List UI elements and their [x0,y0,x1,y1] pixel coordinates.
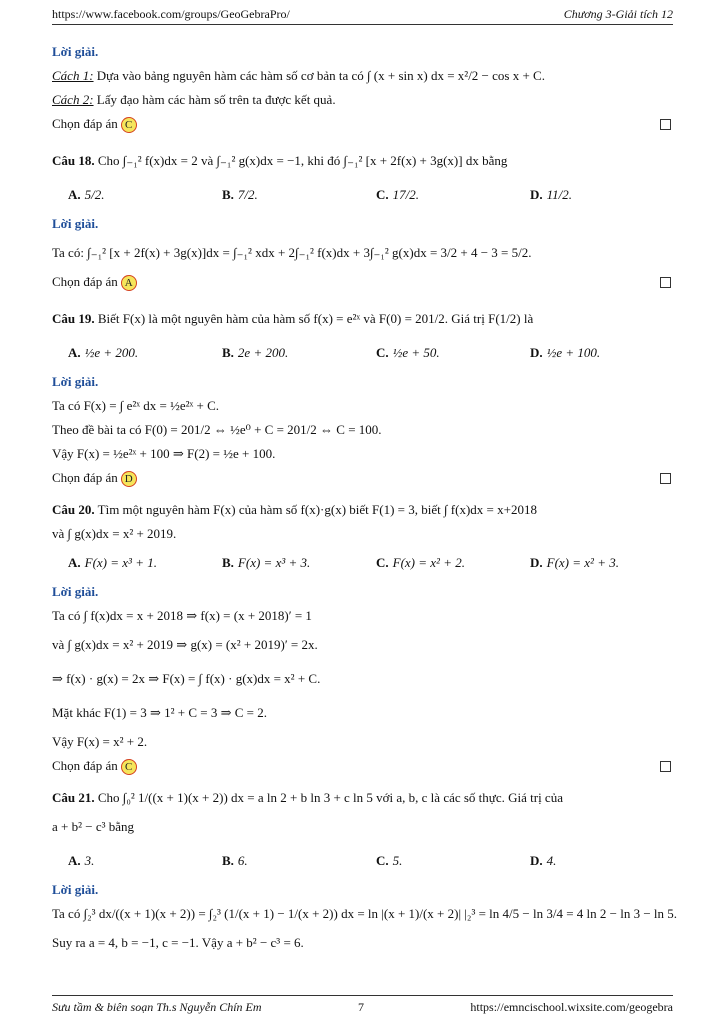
question-line [52,144,673,178]
option-value: ½e + 200. [84,345,139,360]
math-text: ⇒ f(x) · g(x) = 2x ⇒ F(x) = ∫ f(x) · g(x)dx = x² + C. [52,671,321,686]
math-line [52,522,673,546]
question-text: Tìm một nguyên hàm F(x) của hàm số f(x)·g(x) biết F(1) = 3, biết ∫ f(x)dx = x+2018 [97,502,537,517]
option-value: 6. [237,853,248,868]
option-b [222,336,288,370]
math-text: a + b² − c³ bằng [52,819,135,834]
page-number: 7 [358,1000,364,1014]
math-line [52,418,673,442]
math-text: Suy ra a = 4, b = −1, c = −1. Vậy a + b² − c³ = 6. [52,935,304,950]
method-line [52,88,673,112]
answer-options [52,336,673,370]
option-key: B. [222,555,234,570]
block-gap [52,294,673,302]
page-footer [52,995,673,1016]
option-key: A. [68,853,81,868]
solution-heading [52,212,673,236]
option-c [376,336,440,370]
option-key: B. [222,345,234,360]
solution-label: Lời giải. [52,882,99,897]
question-text: Cho ∫₋₁² f(x)dx = 2 và ∫₋₁² g(x)dx = −1, khi đó ∫₋₁² [x + 2f(x) + 3g(x)] dx bằng [97,153,508,168]
solution-label: Lời giải. [52,584,99,599]
question-text: Biết F(x) là một nguyên hàm của hàm số f(x) = e²ˣ và F(0) = 201/2. Giá trị F(1/2) là [97,311,534,326]
question-number: Câu 20. [52,502,95,517]
method-label: Cách 2: [52,92,94,107]
option-value: ½e + 100. [546,345,601,360]
option-value: 17/2. [392,187,420,202]
option-value: F(x) = x² + 2. [392,555,465,570]
answer-line [52,466,673,490]
answer-options [52,178,673,212]
question-number: Câu 18. [52,153,95,168]
option-value: 11/2. [546,187,573,202]
math-line [52,662,673,696]
math-line [52,394,673,418]
option-c [376,178,419,212]
math-text: Mặt khác F(1) = 3 ⇒ 1² + C = 3 ⇒ C = 2. [52,705,267,720]
math-line [52,926,673,960]
math-line [52,810,673,844]
math-text: và ∫ g(x)dx = x² + 2019. [52,526,177,541]
option-value: ½e + 50. [392,345,440,360]
solution-heading [52,370,673,394]
option-key: C. [376,187,389,202]
math-text: Ta có ∫ f(x)dx = x + 2018 ⇒ f(x) = (x + 2018)′ = 1 [52,608,312,623]
footer-author: Sưu tầm & biên soạn Th.s Nguyễn Chín Em [52,1000,262,1014]
math-text: Ta có F(x) = ∫ e²ˣ dx = ½e²ˣ + C. [52,398,220,413]
math-text: Ta có: ∫₋₁² [x + 2f(x) + 3g(x)]dx = ∫₋₁² xdx + 2∫₋₁² f(x)dx + 3∫₋₁² g(x)dx = 3/2 + 4 − 3 = 5/2. [52,245,532,260]
solution-heading [52,580,673,604]
option-key: B. [222,187,234,202]
end-proof-square-icon [660,761,671,772]
math-line [52,902,678,926]
math-line [52,628,673,662]
option-value: 2e + 200. [237,345,289,360]
method-line [52,64,673,88]
option-c [376,546,465,580]
option-a [68,336,138,370]
option-value: 5. [392,853,403,868]
question-number: Câu 21. [52,790,95,805]
option-key: D. [530,187,543,202]
option-d [530,336,600,370]
header-chapter: Chương 3-Giải tích 12 [563,7,673,21]
option-key: D. [530,555,543,570]
option-d [530,844,556,878]
block-gap [52,136,673,144]
question-text: Cho ∫₀² 1/((x + 1)(x + 2)) dx = a ln 2 + b ln 3 + c ln 5 với a, b, c là các số thực. Giá trị của [97,790,563,805]
option-d [530,546,619,580]
question-number: Câu 19. [52,311,95,326]
page-header [52,6,673,25]
option-b [222,844,248,878]
answer-text: Chọn đáp án [52,470,118,485]
option-key: B. [222,853,234,868]
option-key: C. [376,345,389,360]
answer-letter-badge: A [121,275,137,291]
answer-text: Chọn đáp án [52,758,118,773]
end-proof-square-icon [660,277,671,288]
option-b [222,546,310,580]
method-text: Dựa vào bảng nguyên hàm các hàm số cơ bản ta có ∫ (x + sin x) dx = x²/2 − cos x + C. [93,68,545,83]
math-text: và ∫ g(x)dx = x² + 2019 ⇒ g(x) = (x² + 2019)′ = 2x. [52,637,318,652]
math-line [52,442,673,466]
option-a [68,844,94,878]
option-value: F(x) = x² + 3. [546,555,619,570]
option-key: A. [68,345,81,360]
answer-line [52,270,673,294]
answer-line [52,754,673,778]
block-gap [52,778,673,786]
option-value: 4. [546,853,557,868]
answer-letter-badge: C [121,759,137,775]
question-line [52,302,673,336]
solution-label: Lời giải. [52,216,99,231]
math-line [52,604,673,628]
option-key: C. [376,853,389,868]
option-key: D. [530,853,543,868]
option-key: C. [376,555,389,570]
option-a [68,546,157,580]
answer-text: Chọn đáp án [52,274,118,289]
page-content [52,40,678,960]
option-value: F(x) = x³ + 1. [84,555,157,570]
option-a [68,178,105,212]
math-line [52,696,673,730]
option-d [530,178,572,212]
question-line [52,498,673,522]
math-text: Theo đề bài ta có F(0) = 201/2 ⇔ ½e⁰ + C = 201/2 ⇔ C = 100. [52,422,382,437]
block-gap [52,490,673,498]
answer-letter-badge: D [121,471,137,487]
option-key: A. [68,555,81,570]
option-value: F(x) = x³ + 3. [237,555,311,570]
method-label: Cách 1: [52,68,94,83]
answer-options [52,844,673,878]
solution-label: Lời giải. [52,44,99,59]
end-proof-square-icon [660,473,671,484]
method-text: Lấy đạo hàm các hàm số trên ta được kết quả. [93,92,336,107]
question-line [52,786,673,810]
option-c [376,844,402,878]
solution-heading [52,878,673,902]
math-text: Vậy F(x) = ½e²ˣ + 100 ⇒ F(2) = ½e + 100. [52,446,276,461]
option-value: 5/2. [84,187,105,202]
footer-url[interactable]: https://emncischool.wixsite.com/geogebra [470,1000,673,1014]
option-value: 7/2. [237,187,258,202]
answer-letter-badge: C [121,117,137,133]
header-url[interactable]: https://www.facebook.com/groups/GeoGebraPro/ [52,7,290,21]
end-proof-square-icon [660,119,671,130]
option-b [222,178,258,212]
option-key: A. [68,187,81,202]
math-text: Ta có ∫₂³ dx/((x + 1)(x + 2)) = ∫₂³ (1/(x + 1) − 1/(x + 2)) dx = ln |(x + 1)/(x + 2)| |₂³ = ln 4/5 − ln 3/4 = 4 ln 2 − ln 3 − ln 5. [52,906,678,921]
option-key: D. [530,345,543,360]
solution-heading [52,40,673,64]
answer-text: Chọn đáp án [52,116,118,131]
answer-line [52,112,673,136]
option-value: 3. [84,853,95,868]
answer-options [52,546,673,580]
math-text: Vậy F(x) = x² + 2. [52,734,148,749]
math-line [52,730,673,754]
solution-label: Lời giải. [52,374,99,389]
math-line [52,236,673,270]
